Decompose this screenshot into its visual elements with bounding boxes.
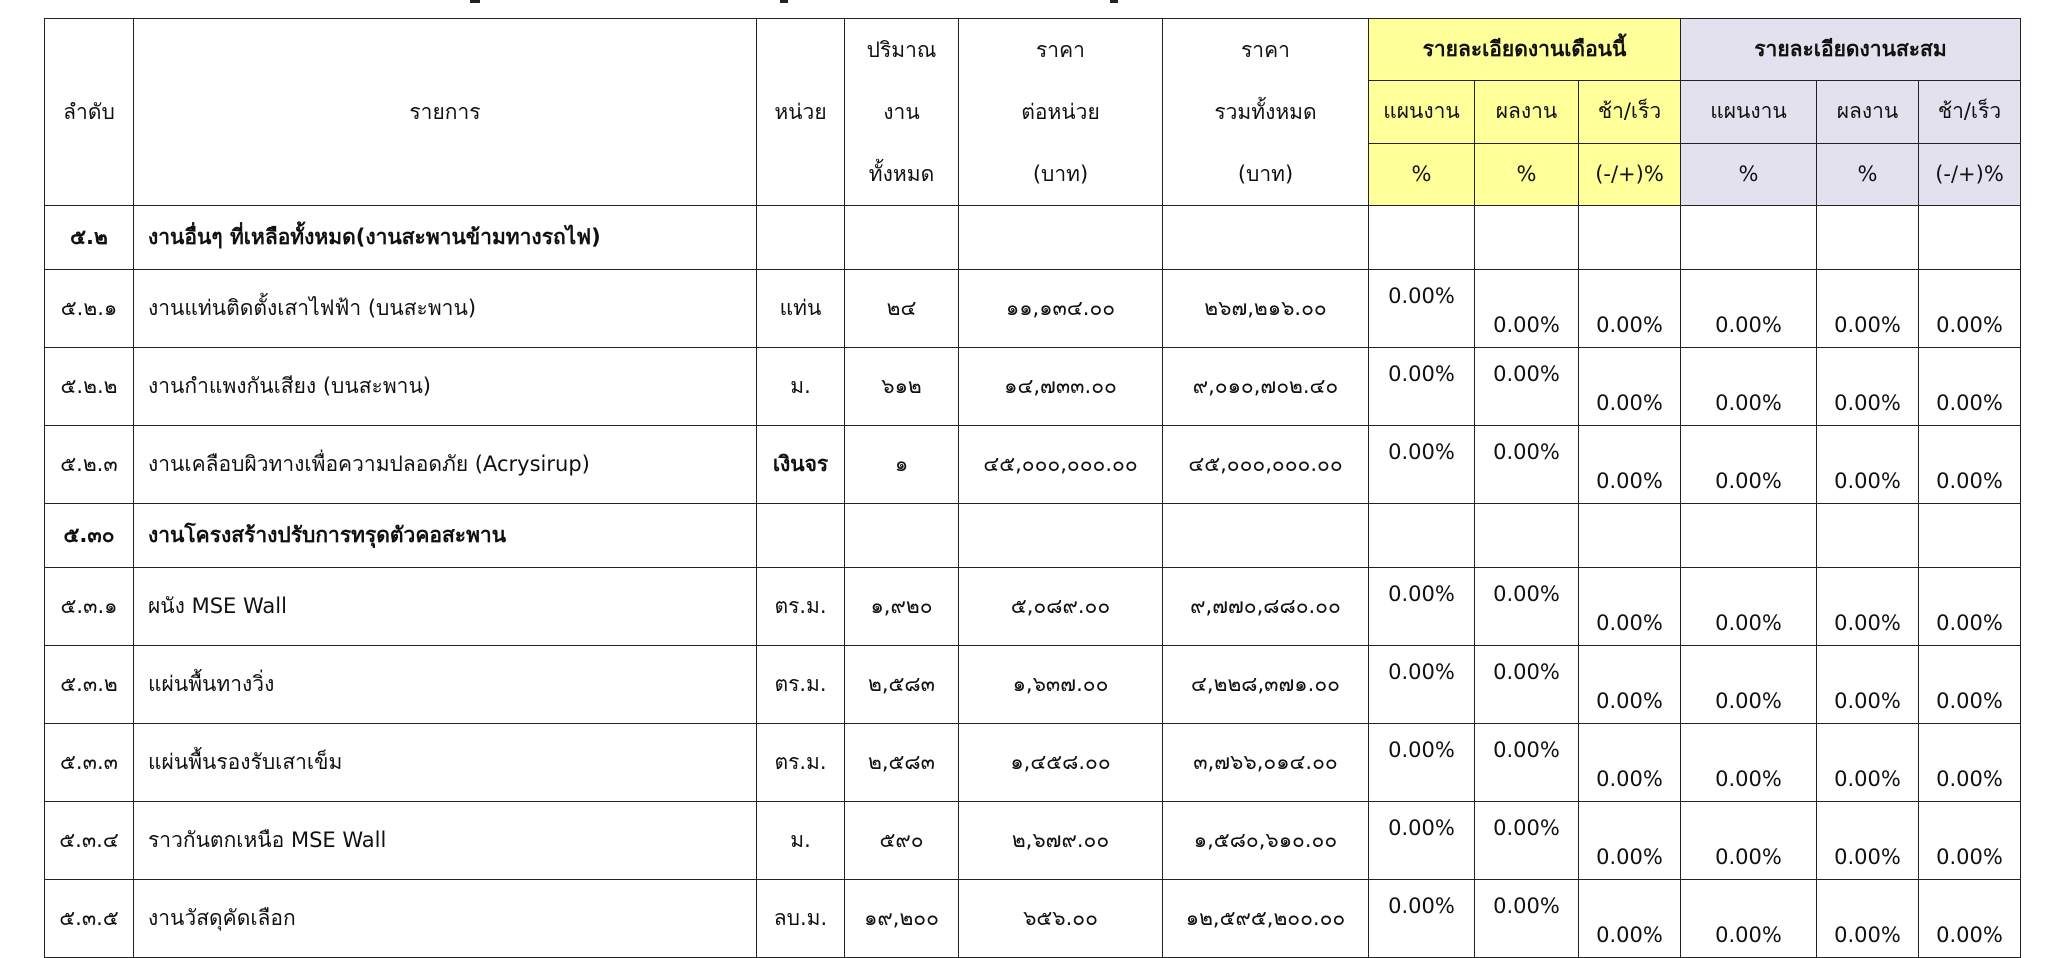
row-cum-plan: 0.00% — [1681, 724, 1817, 802]
row-cum-result: 0.00% — [1817, 880, 1919, 958]
row-unit-price: ๑๑,๑๓๔.๐๐ — [959, 270, 1163, 348]
row-unit: ม. — [757, 348, 845, 426]
row-item: งานแท่นติดตั้งเสาไฟฟ้า (บนสะพาน) — [134, 270, 757, 348]
table-row — [45, 646, 2021, 724]
header-no: ลำดับ — [45, 19, 134, 206]
header-cum-plan: แผนงาน — [1681, 81, 1817, 143]
row-qty: ๖๑๒ — [845, 348, 959, 426]
row-unit-price: ๑,๔๕๘.๐๐ — [959, 724, 1163, 802]
header-month-plan-unit: % — [1369, 143, 1475, 205]
row-qty: ๑ — [845, 426, 959, 504]
header-unit-price: ราคา ต่อหน่วย (บาท) — [959, 19, 1163, 206]
table-row — [45, 802, 2021, 880]
header-item: รายการ — [134, 19, 757, 206]
header-month-group: รายละเอียดงานเดือนนี้ — [1369, 19, 1681, 81]
row-month-plan: 0.00% — [1369, 802, 1475, 880]
table-row — [45, 880, 2021, 958]
row-no: ๕.๓.๑ — [45, 568, 134, 646]
row-cum-result: 0.00% — [1817, 724, 1919, 802]
row-unit: ตร.ม. — [757, 724, 845, 802]
row-unit-price: ๑,๖๓๗.๐๐ — [959, 646, 1163, 724]
row-no: ๕.๓.๒ — [45, 646, 134, 724]
row-cum-plan: 0.00% — [1681, 348, 1817, 426]
row-item: งานโครงสร้างปรับการทรุดตัวคอสะพาน — [134, 504, 757, 568]
row-unit-price: ๒,๖๗๙.๐๐ — [959, 802, 1163, 880]
table-row-section — [45, 504, 2021, 568]
header-month-diff: ช้า/เร็ว — [1579, 81, 1681, 143]
row-month-result: 0.00% — [1475, 426, 1579, 504]
row-qty: ๕๙๐ — [845, 802, 959, 880]
header-month-result: ผลงาน — [1475, 81, 1579, 143]
row-cum-diff: 0.00% — [1919, 646, 2021, 724]
row-no: ๕.๒.๒ — [45, 348, 134, 426]
row-total: ๔๕,๐๐๐,๐๐๐.๐๐ — [1163, 426, 1369, 504]
row-cum-result: 0.00% — [1817, 426, 1919, 504]
row-unit: ม. — [757, 802, 845, 880]
row-cum-plan: 0.00% — [1681, 880, 1817, 958]
row-month-diff: 0.00% — [1579, 880, 1681, 958]
row-cum-result: 0.00% — [1817, 646, 1919, 724]
row-month-plan: 0.00% — [1369, 270, 1475, 348]
row-unit-price: ๕,๐๘๙.๐๐ — [959, 568, 1163, 646]
row-month-diff: 0.00% — [1579, 724, 1681, 802]
row-unit: เงินจร — [757, 426, 845, 504]
row-unit: ตร.ม. — [757, 568, 845, 646]
row-cum-result: 0.00% — [1817, 348, 1919, 426]
row-month-result: 0.00% — [1475, 724, 1579, 802]
row-unit-price: ๖๕๖.๐๐ — [959, 880, 1163, 958]
row-item: งานกำแพงกันเสียง (บนสะพาน) — [134, 348, 757, 426]
row-cum-diff: 0.00% — [1919, 426, 2021, 504]
table-row — [45, 724, 2021, 802]
row-total: ๑,๕๘๐,๖๑๐.๐๐ — [1163, 802, 1369, 880]
row-item: งานอื่นๆ ที่เหลือทั้งหมด(งานสะพานข้ามทางรถไฟ) — [134, 206, 757, 270]
row-item: แผ่นพื้นทางวิ่ง — [134, 646, 757, 724]
table-row — [45, 270, 2021, 348]
row-no: ๕.๒.๑ — [45, 270, 134, 348]
table-row-section — [45, 206, 2021, 270]
row-total: ๙,๗๗๐,๘๘๐.๐๐ — [1163, 568, 1369, 646]
row-month-plan: 0.00% — [1369, 348, 1475, 426]
row-no: ๕.๓๐ — [45, 504, 134, 568]
header-cum-result: ผลงาน — [1817, 81, 1919, 143]
row-month-plan: 0.00% — [1369, 426, 1475, 504]
row-month-diff: 0.00% — [1579, 348, 1681, 426]
row-month-result: 0.00% — [1475, 646, 1579, 724]
row-cum-plan: 0.00% — [1681, 646, 1817, 724]
header-unit: หน่วย — [757, 19, 845, 206]
header-month-plan: แผนงาน — [1369, 81, 1475, 143]
row-item: งานวัสดุคัดเลือก — [134, 880, 757, 958]
row-unit-price: ๔๕,๐๐๐,๐๐๐.๐๐ — [959, 426, 1163, 504]
row-cum-diff: 0.00% — [1919, 568, 2021, 646]
row-month-plan: 0.00% — [1369, 880, 1475, 958]
row-no: ๕.๓.๕ — [45, 880, 134, 958]
row-month-result: 0.00% — [1475, 348, 1579, 426]
header-qty: ปริมาณ งาน ทั้งหมด — [845, 19, 959, 206]
cut-off-text-strip — [0, 0, 2058, 6]
header-month-diff-unit: (-/+)% — [1579, 143, 1681, 205]
row-cum-diff: 0.00% — [1919, 880, 2021, 958]
row-unit: แท่น — [757, 270, 845, 348]
row-cum-result: 0.00% — [1817, 568, 1919, 646]
row-cum-diff: 0.00% — [1919, 348, 2021, 426]
row-cum-result: 0.00% — [1817, 270, 1919, 348]
row-cum-diff: 0.00% — [1919, 270, 2021, 348]
row-month-diff: 0.00% — [1579, 802, 1681, 880]
row-cum-plan: 0.00% — [1681, 270, 1817, 348]
row-cum-result: 0.00% — [1817, 802, 1919, 880]
row-month-result: 0.00% — [1475, 880, 1579, 958]
row-unit: ตร.ม. — [757, 646, 845, 724]
row-cum-plan: 0.00% — [1681, 802, 1817, 880]
header-cum-diff-unit: (-/+)% — [1919, 143, 2021, 205]
row-unit-price: ๑๔,๗๓๓.๐๐ — [959, 348, 1163, 426]
row-no: ๕.๒.๓ — [45, 426, 134, 504]
row-cum-diff: 0.00% — [1919, 802, 2021, 880]
row-no: ๕.๒ — [45, 206, 134, 270]
row-qty: ๑,๙๒๐ — [845, 568, 959, 646]
row-month-result: 0.00% — [1475, 802, 1579, 880]
row-total: ๙,๐๑๐,๗๐๒.๔๐ — [1163, 348, 1369, 426]
row-qty: ๒,๕๘๓ — [845, 724, 959, 802]
row-cum-diff: 0.00% — [1919, 724, 2021, 802]
row-month-result: 0.00% — [1475, 270, 1579, 348]
row-month-plan: 0.00% — [1369, 646, 1475, 724]
row-month-diff: 0.00% — [1579, 270, 1681, 348]
row-total: ๒๖๗,๒๑๖.๐๐ — [1163, 270, 1369, 348]
row-total: ๔,๒๒๘,๓๗๑.๐๐ — [1163, 646, 1369, 724]
row-total: ๓,๗๖๖,๐๑๔.๐๐ — [1163, 724, 1369, 802]
row-qty: ๒๔ — [845, 270, 959, 348]
row-no: ๕.๓.๔ — [45, 802, 134, 880]
row-month-diff: 0.00% — [1579, 568, 1681, 646]
row-item: แผ่นพื้นรองรับเสาเข็ม — [134, 724, 757, 802]
row-item: งานเคลือบผิวทางเพื่อความปลอดภัย (Acrysirup) — [134, 426, 757, 504]
row-month-plan: 0.00% — [1369, 568, 1475, 646]
header-cum-plan-unit: % — [1681, 143, 1817, 205]
row-item: ราวกันตกเหนือ MSE Wall — [134, 802, 757, 880]
progress-table — [44, 18, 2021, 958]
row-cum-plan: 0.00% — [1681, 426, 1817, 504]
header-cumulative-group: รายละเอียดงานสะสม — [1681, 19, 2021, 81]
row-item: ผนัง MSE Wall — [134, 568, 757, 646]
header-total-price: ราคา รวมทั้งหมด (บาท) — [1163, 19, 1369, 206]
row-month-result: 0.00% — [1475, 568, 1579, 646]
header-cum-result-unit: % — [1817, 143, 1919, 205]
row-month-diff: 0.00% — [1579, 646, 1681, 724]
table-row — [45, 568, 2021, 646]
row-total: ๑๒,๕๙๕,๒๐๐.๐๐ — [1163, 880, 1369, 958]
header-month-result-unit: % — [1475, 143, 1579, 205]
row-month-diff: 0.00% — [1579, 426, 1681, 504]
table-row — [45, 426, 2021, 504]
row-qty: ๒,๕๘๓ — [845, 646, 959, 724]
row-qty: ๑๙,๒๐๐ — [845, 880, 959, 958]
table-row — [45, 348, 2021, 426]
row-unit: ลบ.ม. — [757, 880, 845, 958]
row-no: ๕.๓.๓ — [45, 724, 134, 802]
row-cum-plan: 0.00% — [1681, 568, 1817, 646]
header-cum-diff: ช้า/เร็ว — [1919, 81, 2021, 143]
row-month-plan: 0.00% — [1369, 724, 1475, 802]
